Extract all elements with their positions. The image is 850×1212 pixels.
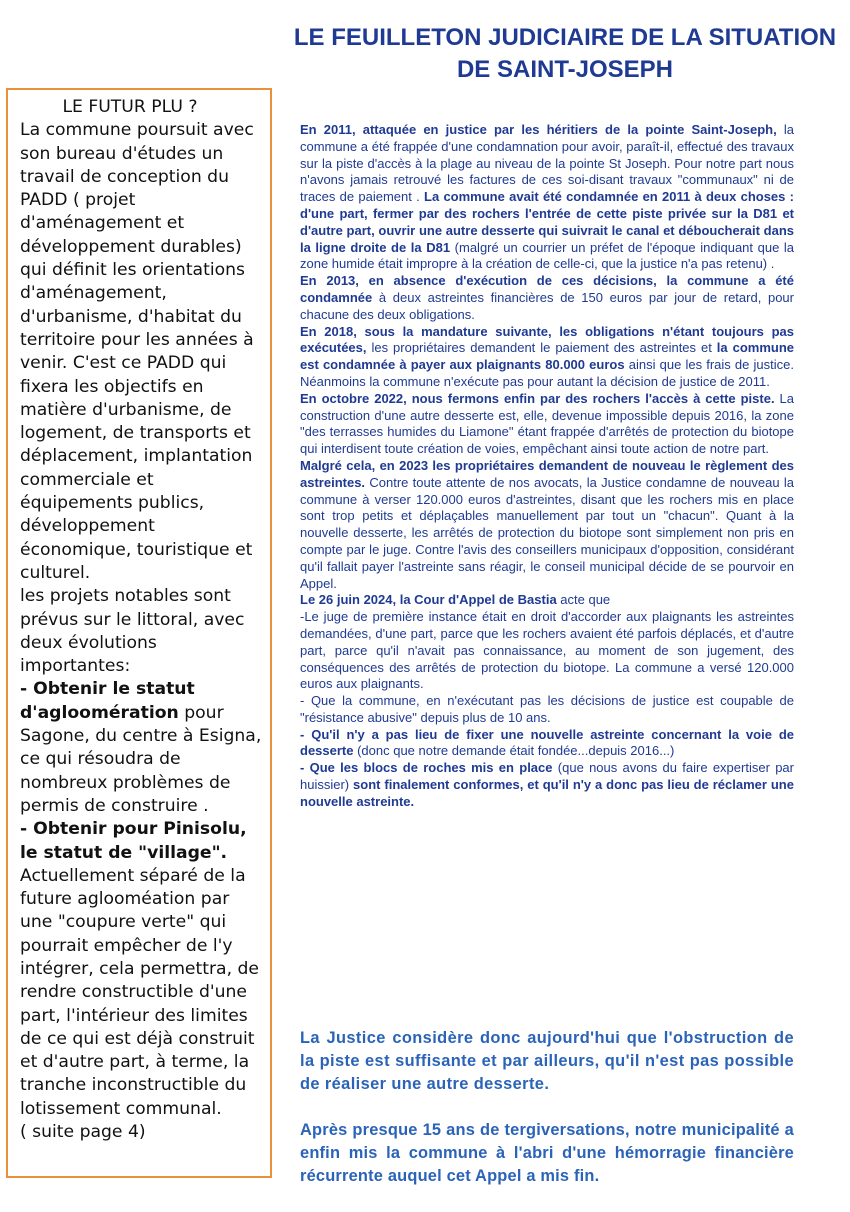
sidebar-item-agglomeration — [20, 678, 264, 818]
sidebar-title: LE FUTUR PLU ? — [62, 97, 198, 117]
text-bold: Le 26 juin 2024, la Cour d'Appel de Bastia — [300, 592, 557, 608]
article-point-astreinte — [300, 727, 794, 761]
sidebar-item-agglomeration-bold: - Obtenir le statut d'agloomération — [20, 679, 195, 723]
text: (malgré un courrier un préfet de l'époque indiquant que la zone humide était impropre à la création de celle-ci, que la justice n'a pas retenu) . — [300, 239, 794, 272]
article-point-resistance: - Que la commune, en n'exécutant pas les décisions de justice est coupable de "résistance abusive" depuis plus de 10 ans. — [300, 693, 794, 725]
sidebar-item-village-bold: - Obtenir pour Pinisolu, le statut de "village". — [20, 819, 247, 863]
text: acte que — [556, 592, 611, 608]
article-point-first-instance: -Le juge de première instance était en droit d'accorder aux plaignants les astreintes demandées, d'une part, parce que les rochers avaient été parfois déplacés, et d'autre part, parce qu'il n'avait pas connaissance, au moment de son jugement, des conséquences des arrêtés de protection du biotope. La commune a versé 120.000 euros aux plaignants. — [300, 609, 794, 692]
article-paragraph-2011 — [300, 122, 794, 273]
sidebar-paragraph-padd: La commune poursuit avec son bureau d'études un travail de conception du PADD ( projet d'aménagement et développement durables) qui définit les orientations d'aménagement, d'urbanisme, d'habitat du territoire pour les années à venir. C'est ce PADD qui fixera les objectifs en matière d'urbanisme, de logement, de transports et déplacement, implantation commerciale et équipements publics, développement économique, touristique et culturel. — [20, 120, 254, 583]
text: Contre toute attente de nos avocats, la Justice condamne de nouveau la commune à verser 120.000 euros d'astreintes, disant que les rochers mis en place sont trop petits et déplaçables manuellement par tout un "chacun". Quant à la nouvelle desserte, les arrêtés de protection du biotope sont simplement non pris en compte par le juge. Contre l'avis des conseillers municipaux d'opposition, considérant qu'il fallait payer l'astreinte sans réagir, le conseil municipal décide de se pourvoir en Appel. — [300, 474, 794, 591]
article-point-rocks — [300, 760, 794, 810]
text-bold: En 2013, en absence d'exécution de ces décisions, la commune a été condamnée — [300, 273, 794, 305]
text-bold: En 2011, attaquée en justice par les héritiers de la pointe Saint-Joseph, — [300, 122, 777, 137]
sidebar-item-agglomeration-text: pour Sagone, du centre à Esigna, ce qui résoudra de nombreux problèmes de permis de construire . — [20, 702, 262, 816]
text: à deux astreintes financières de 150 euros par jour de retard, pour chacune des deux obligations. — [300, 289, 794, 322]
plu-sidebar-box — [6, 88, 272, 1178]
sidebar-item-village-text: Actuellement séparé de la future aglooméation par une "coupure verte" qui pourrait empêcher de l'y intégrer, cela permettra, de rendre constructible d'une part, l'intérieur des limites de ce qui est déjà construit et d'autre part, à terme, la tranche inconstructible du lotissement communal. — [20, 865, 259, 1119]
article-paragraph-2023 — [300, 458, 794, 592]
text: (donc que notre demande était fondée...depuis 2016...) — [353, 743, 675, 759]
text: ainsi que les frais de justice. Néanmoins la commune n'exécute pas pour autant la décision de justice de 2011. — [300, 357, 794, 389]
article-paragraph-2018 — [300, 324, 794, 391]
article-body — [300, 122, 794, 811]
text-bold: sont finalement conformes, et qu'il n'y a donc pas lieu de réclamer une nouvelle astreinte. — [300, 777, 794, 809]
text: les propriétaires demandent le paiement des astreintes et — [366, 340, 717, 356]
conclusion-municipality: Après presque 15 ans de tergiversations, notre municipalité a enfin mis la commune à l'abri d'une hémorragie financière récurrente auquel cet Appel a mis fin. — [300, 1121, 794, 1185]
article-paragraph-2013 — [300, 273, 794, 323]
sidebar-continuation: ( suite page 4) — [20, 1122, 146, 1143]
article-paragraph-2024 — [300, 592, 794, 609]
text: (que nous avons du faire expertiser par huissier) — [300, 760, 794, 793]
text: la commune a été frappée d'une condamnation pour avoir, paraît-il, effectué des travaux sur la piste d'accès à la plage au niveau de la pointe St Joseph. Pour notre part nous n'avons jamais retrouvé les factures de ces soi-disant travaux "communaux" ni de traces de paiement . — [300, 122, 794, 205]
text-bold: la commune est condamnée à payer aux plaignants 80.000 euros — [300, 340, 794, 373]
conclusion-justice: La Justice considère donc aujourd'hui que l'obstruction de la piste est suffisante et par ailleurs, qu'il n'est pas possible de réaliser une autre desserte. — [300, 1029, 794, 1093]
text-bold: - Qu'il n'y a pas lieu de fixer une nouvelle astreinte concernant la voie de desserte — [300, 726, 794, 759]
sidebar-item-village — [20, 818, 264, 1121]
page-title: LE FEUILLETON JUDICIAIRE DE LA SITUATION DE SAINT-JOSEPH — [293, 24, 837, 83]
text-bold: Malgré cela, en 2023 les propriétaires demandent de nouveau le règlement des astreintes. — [300, 457, 794, 490]
text-bold: La commune avait été condamnée en 2011 à deux choses : d'une part, fermer par des rochers l'entrée de cette piste privée sur la D81 et d'autre part, ouvrir une autre desserte qui suivrait le canal et déboucherait dans la ligne droite de la D81 — [300, 189, 794, 255]
text: La construction d'une autre desserte est, elle, devenue impossible depuis 2016, la zone "des terrasses humides du Liamone" étant frappée d'arrêtés de protection du biotope qui interdisent toute création de voies, empêchant ainsi toute action de notre part. — [300, 390, 794, 457]
article-paragraph-2022 — [300, 391, 794, 458]
text-bold: En octobre 2022, nous fermons enfin par des rochers l'accès à cette piste. — [300, 390, 775, 406]
sidebar-paragraph-projects: les projets notables sont prévus sur le littoral, avec deux évolutions importantes: — [20, 586, 245, 677]
text-bold: - Que les blocs de roches mis en place — [300, 760, 553, 776]
text-bold: En 2018, sous la mandature suivante, les obligations n'étant toujours pas exécutées, — [300, 323, 794, 356]
